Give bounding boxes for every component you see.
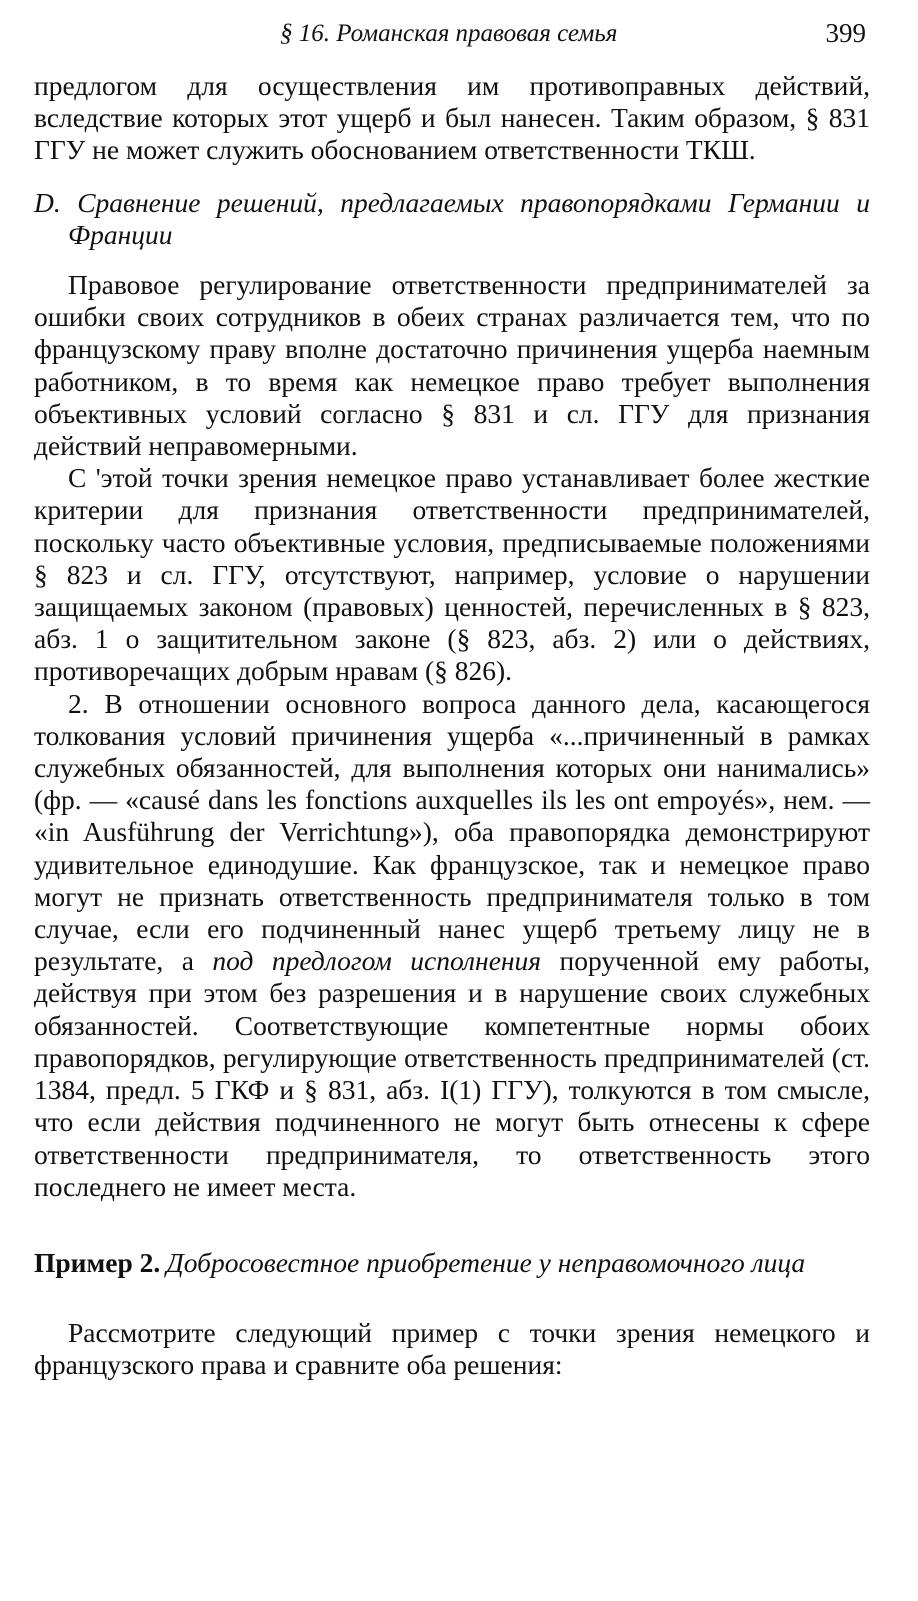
page-number: 399 — [825, 18, 866, 48]
example-title: Добросовестное приобретение у неправомочного лица — [166, 1246, 806, 1278]
paragraph-continued: предлогом для осуществления им противоправных действий, вследствие которых этот ущерб и был нанесен. Таким образом, § 831 ГГУ не может служить обоснованием ответственности ТКШ. — [34, 70, 870, 166]
point-2-text-start: 2. В отношении основного вопроса данного дела, касающегося толкования условий причинения ущерба «...причиненный в рамках служебных обязанностей, для выполнения которых они нанимались» (фр. — «causé dans les fonctions auxquelles ils les ont empoyés», нем. — «in Ausführung der Verrichtung»), оба правопорядка демонстрируют удивительное единодушие. Как французское, так и немецкое право могут не признать ответственность предпринимателя только в том случае, если его подчиненный нанес ущерб третьему лицу не в результате, а — [34, 687, 870, 977]
running-title: § 16. Романская правовая семья — [280, 20, 618, 47]
section-d-heading: D. Сравнение решений, предлагаемых правопорядками Германии и Франции — [34, 186, 870, 250]
point-2-italic-phrase: под предлогом исполнения — [212, 945, 542, 977]
paragraph-regulation: Правовое регулирование ответственности предпринимателей за ошибки своих сотрудников в обеих странах различается тем, что по французскому праву вполне достаточно причинения ущерба наемным работником, в то время как немецкое право требует выполнения объективных условий согласно § 831 и сл. ГГУ для признания действий неправомерными. — [34, 269, 870, 462]
running-header — [34, 0, 870, 70]
example-label: Пример 2. — [34, 1246, 161, 1278]
paragraph-point-2 — [34, 688, 870, 1203]
paragraph-task: Рассмотрите следующий пример с точки зрения немецкого и французского права и сравните оба решения: — [34, 1317, 870, 1381]
point-2-text-end: порученной ему работы, действуя при этом без разрешения и в нарушение своих служебных обязанностей. Соответствующие компетентные нормы обоих правопорядков, регулирующие ответственность предпринимателей (ст. 1384, предл. 5 ГКФ и § 831, абз. I(1) ГГУ), толкуются в том смысле, что если действия подчиненного не могут быть отнесены к сфере ответственности предпринимателя, то ответственность этого последнего не имеет места. — [34, 945, 870, 1202]
example-heading — [34, 1247, 870, 1279]
paragraph-german-criteria: С 'этой точки зрения немецкое право устанавливает более жесткие критерии для признания ответственности предпринимателей, поскольку часто объективные условия, предписываемые положениями § 823 и сл. ГГУ, отсутствуют, например, условие о нарушении защищаемых законом (правовых) ценностей, перечисленных в § 823, абз. 1 о защитительном законе (§ 823, абз. 2) или о действиях, противоречащих добрым нравам (§ 826). — [34, 462, 870, 687]
